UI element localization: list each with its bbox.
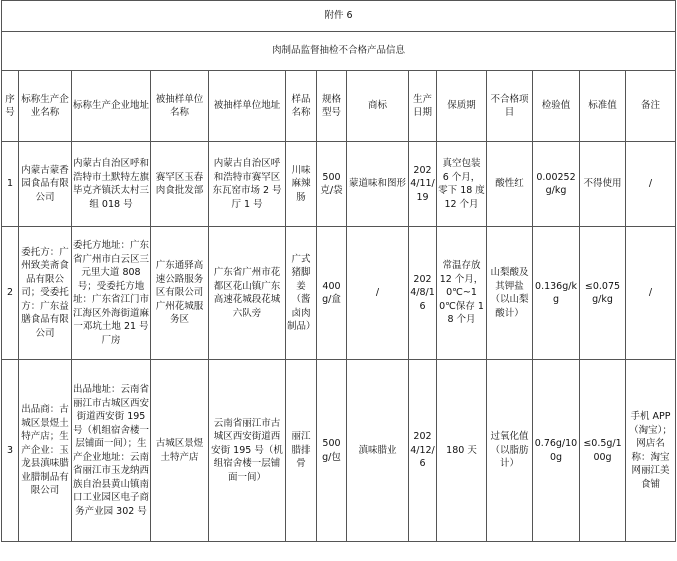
cell-sampled-unit-name: 广东通驿高速公路服务区有限公司广州花城服务区 bbox=[151, 227, 209, 360]
header-product-name: 样品名称 bbox=[286, 71, 317, 142]
header-producer-name: 标称生产企业名称 bbox=[19, 71, 72, 142]
header-test-value: 检验值 bbox=[533, 71, 580, 142]
cell-spec: 400g/盒 bbox=[317, 227, 347, 360]
cell-spec: 500g/包 bbox=[317, 360, 347, 542]
cell-test-value: 0.00252g/kg bbox=[533, 142, 580, 227]
cell-remarks: / bbox=[626, 142, 676, 227]
unqualified-products-table bbox=[1, 0, 676, 542]
header-standard-value: 标准值 bbox=[580, 71, 626, 142]
cell-product-name: 丽江腊排骨 bbox=[286, 360, 317, 542]
cell-product-name: 广式猪脚姜（酱卤肉制品） bbox=[286, 227, 317, 360]
table-row bbox=[2, 227, 676, 360]
cell-brand: / bbox=[347, 227, 409, 360]
cell-shelf-life: 真空包装 6 个月，零下 18 度 12 个月 bbox=[437, 142, 487, 227]
cell-brand: 滇味腊业 bbox=[347, 360, 409, 542]
cell-producer-name: 出品商：古城区景煜土特产店；生产企业：玉龙县滇味腊业腊制品有限公司 bbox=[19, 360, 72, 542]
header-no: 序号 bbox=[2, 71, 19, 142]
cell-standard-value: ≤0.075g/kg bbox=[580, 227, 626, 360]
cell-test-value: 0.136g/kg bbox=[533, 227, 580, 360]
header-sampled-unit-address: 被抽样单位地址 bbox=[209, 71, 286, 142]
cell-sampled-unit-address: 云南省丽江市古城区西安街道西安街 195 号（机组宿舍楼一层铺面一间） bbox=[209, 360, 286, 542]
cell-remarks: 手机 APP（淘宝）；网店名称：淘宝网丽江美食铺 bbox=[626, 360, 676, 542]
cell-producer-name: 委托方：广州致美斋食品有限公司；受委托方：广东益膳食品有限公司 bbox=[19, 227, 72, 360]
cell-standard-value: 不得使用 bbox=[580, 142, 626, 227]
cell-failed-item: 山梨酸及其钾盐（以山梨酸计） bbox=[487, 227, 533, 360]
header-sampled-unit-name: 被抽样单位名称 bbox=[151, 71, 209, 142]
cell-producer-name: 内蒙古蒙香园食品有限公司 bbox=[19, 142, 72, 227]
cell-production-date: 2024/12/6 bbox=[409, 360, 437, 542]
cell-brand: 蒙道味和图形 bbox=[347, 142, 409, 227]
cell-sampled-unit-name: 古城区景煜土特产店 bbox=[151, 360, 209, 542]
cell-test-value: 0.76g/100g bbox=[533, 360, 580, 542]
cell-no: 2 bbox=[2, 227, 19, 360]
attachment-label: 附件 6 bbox=[2, 1, 676, 32]
cell-shelf-life: 常温存放 12 个月，0℃~10℃保存 18 个月 bbox=[437, 227, 487, 360]
cell-product-name: 川味麻辣肠 bbox=[286, 142, 317, 227]
table-title: 肉制品监督抽检不合格产品信息 bbox=[2, 32, 676, 71]
header-brand: 商标 bbox=[347, 71, 409, 142]
cell-production-date: 2024/11/19 bbox=[409, 142, 437, 227]
cell-producer-address: 委托方地址：广东省广州市白云区三元里大道 808 号；受委托方地址：广东省江门市江海区外海街道麻一邓坑土地 21 号厂房 bbox=[72, 227, 151, 360]
cell-failed-item: 过氧化值（以脂肪计） bbox=[487, 360, 533, 542]
table-row bbox=[2, 360, 676, 542]
cell-sampled-unit-name: 赛罕区玉春肉食批发部 bbox=[151, 142, 209, 227]
cell-no: 3 bbox=[2, 360, 19, 542]
header-remarks: 备注 bbox=[626, 71, 676, 142]
header-producer-address: 标称生产企业地址 bbox=[72, 71, 151, 142]
header-shelf-life: 保质期 bbox=[437, 71, 487, 142]
cell-producer-address: 出品地址：云南省丽江市古城区西安街道西安街 195 号（机组宿舍楼一层铺面一间）；生产企业地址：云南省丽江市玉龙纳西族自治县黄山镇南口工业园区电子商务产业园 302 号 bbox=[72, 360, 151, 542]
cell-remarks: / bbox=[626, 227, 676, 360]
header-failed-item: 不合格项目 bbox=[487, 71, 533, 142]
cell-spec: 500 克/袋 bbox=[317, 142, 347, 227]
header-row bbox=[2, 71, 676, 142]
cell-no: 1 bbox=[2, 142, 19, 227]
cell-failed-item: 酸性红 bbox=[487, 142, 533, 227]
cell-sampled-unit-address: 广东省广州市花都区花山镇广东高速花城段花城六队旁 bbox=[209, 227, 286, 360]
cell-standard-value: ≤0.5g/100g bbox=[580, 360, 626, 542]
cell-production-date: 2024/8/16 bbox=[409, 227, 437, 360]
table-row bbox=[2, 142, 676, 227]
cell-producer-address: 内蒙古自治区呼和浩特市土默特左旗毕克齐镇沃太村三组 018 号 bbox=[72, 142, 151, 227]
header-production-date: 生产日期 bbox=[409, 71, 437, 142]
cell-shelf-life: 180 天 bbox=[437, 360, 487, 542]
cell-sampled-unit-address: 内蒙古自治区呼和浩特市赛罕区东瓦窑市场 2 号厅 1 号 bbox=[209, 142, 286, 227]
header-spec: 规格型号 bbox=[317, 71, 347, 142]
